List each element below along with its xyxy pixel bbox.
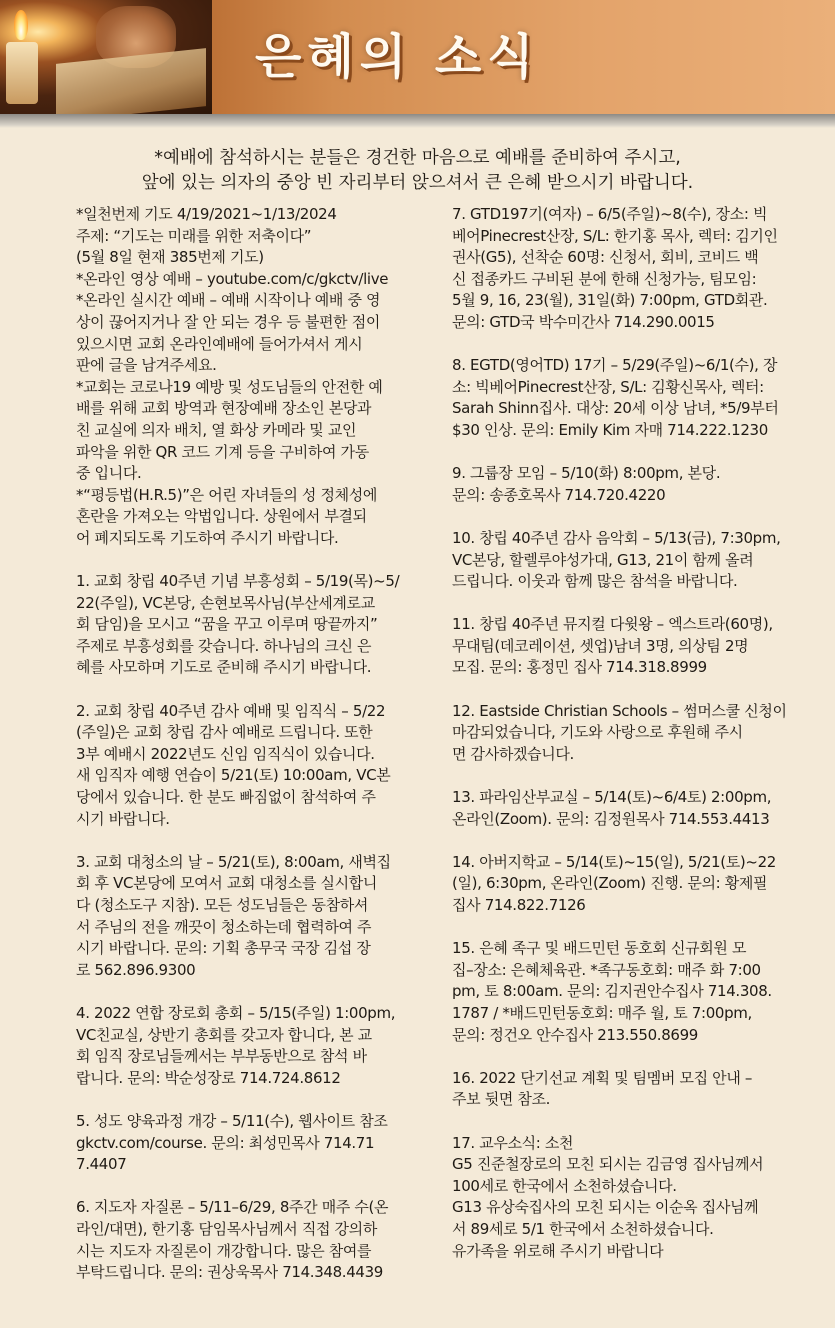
announcement-item bbox=[452, 1068, 812, 1111]
announcement-line: 시기 바랍니다. 문의: 기획 총무국 국장 김섭 장 bbox=[76, 939, 371, 958]
announcement-line: 시기 바랍니다. bbox=[76, 809, 170, 828]
announcement-item bbox=[452, 852, 812, 917]
announcement-line: 드립니다. 이웃과 함께 많은 참석을 바랍니다. bbox=[452, 572, 738, 591]
announcement-item bbox=[452, 204, 812, 334]
announcement-line: Sarah Shinn집사. 대상: 20세 이상 남녀, *5/9부터 bbox=[452, 399, 779, 418]
announcement-item bbox=[76, 701, 426, 831]
announcement-line: 신 접종카드 구비된 분에 한해 신청가능, 팀모임: bbox=[452, 269, 757, 288]
announcement-line: 17. 교우소식: 소천 bbox=[452, 1133, 574, 1152]
announcement-line: 13. 파라임산부교실 – 5/14(토)~6/4토) 2:00pm, bbox=[452, 788, 772, 807]
announcement-line: gkctv.com/course. 문의: 최성민목사 714.71 7.4407 bbox=[76, 1133, 375, 1174]
intro-notice bbox=[0, 146, 835, 196]
announcement-line: 주보 뒷면 참조. bbox=[452, 1090, 551, 1109]
announcement-line: 3. 교회 대청소의 날 – 5/21(토), 8:00am, 새벽집 bbox=[76, 852, 391, 871]
announcement-line: *교회는 코로나19 예방 및 성도님들의 안전한 예 bbox=[76, 377, 383, 396]
announcement-item bbox=[76, 204, 426, 550]
announcement-item bbox=[452, 528, 812, 593]
announcement-line: 시는 지도자 자질론이 개강합니다. 많은 참여를 bbox=[76, 1241, 372, 1260]
announcement-line: 권사(G5), 선착순 60명: 신청서, 회비, 코비드 백 bbox=[452, 248, 759, 267]
announcement-line: 모집. 문의: 홍정민 집사 714.318.8999 bbox=[452, 658, 707, 677]
announcement-line: 문의: 정건오 안수집사 213.550.8699 bbox=[452, 1025, 698, 1044]
announcement-item bbox=[452, 787, 812, 830]
announcement-line: G13 유상숙집사의 모친 되시는 이순옥 집사님께 bbox=[452, 1198, 759, 1217]
header-divider bbox=[0, 114, 835, 128]
announcement-line: 집사 714.822.7126 bbox=[452, 896, 586, 914]
announcement-line: 친 교실에 의자 배치, 열 화상 카메라 및 교인 bbox=[76, 420, 357, 439]
announcement-line: 판에 글을 남겨주세요. bbox=[76, 356, 217, 375]
announcement-line: 문의: GTD국 박수미간사 714.290.0015 bbox=[452, 312, 715, 331]
announcement-line: 9. 그룹장 모임 – 5/10(화) 8:00pm, 본당. bbox=[452, 464, 721, 483]
announcement-line: 22(주일), VC본당, 손현보목사님(부산세계로교 bbox=[76, 593, 375, 612]
announcement-line: (주일)은 교회 창립 감사 예배로 드립니다. 또한 bbox=[76, 723, 373, 742]
announcement-line: 6. 지도자 자질론 – 5/11–6/29, 8주간 매주 수(온 bbox=[76, 1198, 389, 1217]
announcement-line: 온라인(Zoom). 문의: 김정원목사 714.553.4413 bbox=[452, 809, 770, 828]
announcement-line: 다 (청소도구 지참). 모든 성도님들은 동참하셔 bbox=[76, 896, 369, 914]
announcement-line: 유가족을 위로해 주시기 바랍니다 bbox=[452, 1241, 664, 1260]
page-title: 은혜의 소식 bbox=[255, 29, 540, 85]
announcement-line: pm, 토 8:00am. 문의: 김지권안수집사 714.308. bbox=[452, 982, 772, 1001]
announcement-line: 100세로 한국에서 소천하셨습니다. bbox=[452, 1176, 677, 1195]
announcement-line: 회 후 VC본당에 모여서 교회 대청소를 실시합니 bbox=[76, 874, 378, 893]
announcement-item bbox=[452, 938, 812, 1046]
announcement-line: 회 임직 장로님들께서는 부부동반으로 참석 바 bbox=[76, 1047, 367, 1066]
announcement-line: 5월 9, 16, 23(월), 31일(화) 7:00pm, GTD회관. bbox=[452, 291, 768, 310]
announcement-line: 새 임직자 예행 연습이 5/21(토) 10:00am, VC본 bbox=[76, 766, 391, 785]
announcement-line: 무대팀(데코레이션, 셋업)남녀 3명, 의상팀 2명 bbox=[452, 636, 749, 655]
announcement-line: 1787 / *배드민턴동호회: 매주 월, 토 7:00pm, bbox=[452, 1003, 752, 1022]
announcement-item bbox=[452, 463, 812, 506]
announcement-line: (5월 8일 현재 385번제 기도) bbox=[76, 248, 264, 267]
announcement-line: 문의: 송종호목사 714.720.4220 bbox=[452, 485, 666, 504]
announcement-line: 혼란을 가져오는 악법입니다. 상원에서 부결되 bbox=[76, 507, 367, 526]
announcement-line: 혜를 사모하며 기도로 준비해 주시기 바랍니다. bbox=[76, 658, 372, 677]
announcement-line: 소: 빅베어Pinecrest산장, S/L: 김황신목사, 렉터: bbox=[452, 377, 764, 396]
announcement-line: 주제: “기도는 미래를 위한 저축이다” bbox=[76, 226, 312, 245]
announcement-line: VC친교실, 상반기 총회를 갖고자 합니다, 본 교 bbox=[76, 1025, 372, 1044]
announcement-line: 16. 2022 단기선교 계획 및 팀멤버 모집 안내 – bbox=[452, 1068, 753, 1087]
announcement-item bbox=[76, 1197, 426, 1283]
announcement-line: *온라인 실시간 예배 – 예배 시작이나 예배 중 영 bbox=[76, 291, 381, 310]
announcement-item bbox=[452, 1133, 812, 1263]
announcement-line: 로 562.896.9300 bbox=[76, 960, 196, 979]
announcement-line: 7. GTD197기(여자) – 6/5(주일)~8(수), 장소: 빅 bbox=[452, 205, 768, 223]
announcement-item bbox=[452, 701, 812, 766]
announcement-line: 4. 2022 연합 장로회 총회 – 5/15(주일) 1:00pm, bbox=[76, 1003, 396, 1022]
announcement-line: 집–장소: 은혜체육관. *족구동호회: 매주 화 7:00 bbox=[452, 960, 761, 979]
announcement-line: 베어Pinecrest산장, S/L: 한기홍 목사, 렉터: 김기인 bbox=[452, 226, 778, 245]
announcement-line: VC본당, 할렐루야성가대, G13, 21이 함께 올려 bbox=[452, 550, 754, 569]
flame-icon bbox=[14, 10, 28, 40]
announcement-line: G5 진준철장로의 모친 되시는 김금영 집사님께서 bbox=[452, 1155, 764, 1174]
candle-icon bbox=[6, 42, 38, 104]
announcement-line: *일천번제 기도 4/19/2021~1/13/2024 bbox=[76, 205, 337, 223]
header-banner bbox=[0, 0, 835, 114]
announcement-line: 랍니다. 문의: 박순성장로 714.724.8612 bbox=[76, 1068, 341, 1087]
announcement-line: *“평등법(H.R.5)”은 어린 자녀들의 성 정체성에 bbox=[76, 485, 378, 504]
announcement-line: 당에서 있습니다. 한 분도 빠짐없이 참석하여 주 bbox=[76, 788, 376, 807]
announcement-line: 배를 위해 교회 방역과 현장예배 장소인 본당과 bbox=[76, 399, 372, 418]
announcement-line: 부탁드립니다. 문의: 권상욱목사 714.348.4439 bbox=[76, 1263, 383, 1282]
intro-line: *예배에 참석하시는 분들은 경건한 마음으로 예배를 준비하여 주시고, bbox=[154, 148, 681, 168]
announcement-line: 2. 교회 창립 40주년 감사 예배 및 임직식 – 5/22 bbox=[76, 701, 386, 720]
announcement-item bbox=[452, 355, 812, 441]
open-bible-icon bbox=[56, 48, 206, 114]
announcement-line: 회 담임)을 모시고 “꿈을 꾸고 이루며 땅끝까지” bbox=[76, 615, 378, 634]
announcement-line: 있으시면 교회 온라인예배에 들어가셔서 게시 bbox=[76, 334, 363, 353]
announcement-item bbox=[452, 614, 812, 679]
announcement-line: 1. 교회 창립 40주년 기념 부흥성회 – 5/19(목)~5/ bbox=[76, 572, 400, 591]
announcement-line: 10. 창립 40주년 감사 음악회 – 5/13(금), 7:30pm, bbox=[452, 528, 781, 547]
announcement-line: 3부 예배시 2022년도 신임 임직식이 있습니다. bbox=[76, 744, 375, 763]
announcement-line: 파악을 위한 QR 코드 기계 등을 구비하여 가동 bbox=[76, 442, 369, 461]
announcement-line: 12. Eastside Christian Schools – 썸머스쿨 신청이 bbox=[452, 701, 787, 720]
announcement-line: 라인/대면), 한기홍 담임목사님께서 직접 강의하 bbox=[76, 1219, 377, 1238]
announcement-item bbox=[76, 1111, 426, 1176]
announcement-line: 11. 창립 40주년 뮤지컬 다윗왕 – 엑스트라(60명), bbox=[452, 615, 773, 634]
announcement-line: 서 89세로 5/1 한국에서 소천하셨습니다. bbox=[452, 1219, 714, 1238]
intro-line: 앞에 있는 의자의 중앙 빈 자리부터 앉으셔서 큰 은혜 받으시기 바랍니다. bbox=[141, 173, 694, 193]
announcement-line: 어 폐지되도록 기도하여 주시기 바랍니다. bbox=[76, 528, 339, 547]
announcement-line: 중 입니다. bbox=[76, 464, 142, 483]
announcement-item bbox=[76, 852, 426, 982]
announcement-line: 상이 끊어지거나 잘 안 되는 경우 등 불편한 점이 bbox=[76, 312, 381, 331]
announcement-item bbox=[76, 1003, 426, 1089]
announcement-line: 주제로 부흥성회를 갖습니다. 하나님의 크신 은 bbox=[76, 636, 372, 655]
candle-bible-praying-hands-image bbox=[0, 0, 212, 114]
announcement-line: 마감되었습니다, 기도와 사랑으로 후원해 주시 bbox=[452, 723, 743, 742]
announcement-line: (일), 6:30pm, 온라인(Zoom) 진행. 문의: 황제필 bbox=[452, 874, 768, 893]
announcement-line: *온라인 영상 예배 – youtube.com/c/gkctv/live bbox=[76, 269, 389, 288]
announcement-line: 5. 성도 양육과정 개강 – 5/11(수), 웹사이트 참조 bbox=[76, 1111, 388, 1130]
announcement-line: $30 인상. 문의: Emily Kim 자매 714.222.1230 bbox=[452, 420, 768, 439]
announcement-item bbox=[76, 571, 426, 679]
announcement-line: 면 감사하겠습니다. bbox=[452, 744, 574, 763]
announcement-line: 8. EGTD(영어TD) 17기 – 5/29(주일)~6/1(수), 장 bbox=[452, 356, 778, 375]
announcement-line: 15. 은혜 족구 및 배드민턴 동호회 신규회원 모 bbox=[452, 939, 747, 958]
announcement-line: 서 주님의 전을 깨끗이 청소하는데 협력하여 주 bbox=[76, 917, 372, 936]
left-column bbox=[76, 204, 426, 1305]
right-column bbox=[452, 204, 812, 1284]
announcement-line: 14. 아버지학교 – 5/14(토)~15(일), 5/21(토)~22 bbox=[452, 852, 776, 871]
